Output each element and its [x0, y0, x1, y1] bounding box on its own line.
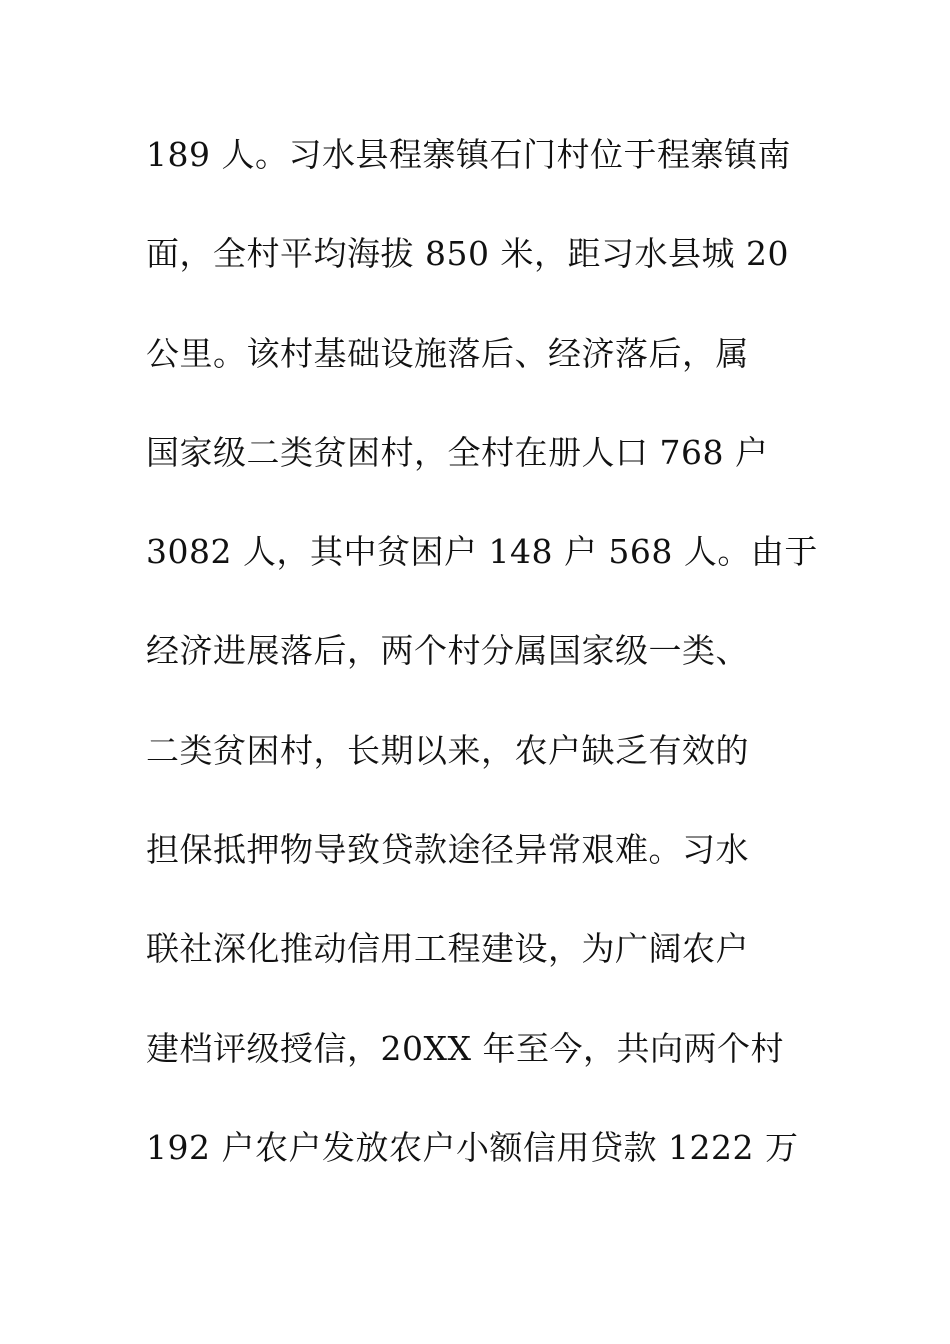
text-line: 3082 人，其中贫困户 148 户 568 人。由于 [146, 532, 818, 572]
text-line: 担保抵押物导致贷款途径异常艰难。习水 [146, 830, 749, 870]
text-line: 公里。该村基础设施落后、经济落后，属 [146, 333, 749, 373]
text-line: 面，全村平均海拔 850 米，距习水县城 20 [146, 234, 789, 274]
text-line: 189 人。习水县程寨镇石门村位于程寨镇南 [146, 135, 791, 174]
body-text [146, 130, 846, 1222]
text-line: 建档评级授信，20XX 年至今，共向两个村 [146, 1028, 784, 1068]
text-line: 联社深化推动信用工程建设，为广阔农户 [146, 929, 749, 969]
text-line: 经济进展落后，两个村分属国家级一类、 [146, 631, 749, 671]
text-line: 国家级二类贫困村，全村在册人口 768 户 [146, 432, 769, 472]
text-line: 二类贫困村，长期以来，农户缺乏有效的 [146, 730, 749, 770]
text-line: 192 户农户发放农户小额信用贷款 1222 万 [146, 1127, 799, 1167]
